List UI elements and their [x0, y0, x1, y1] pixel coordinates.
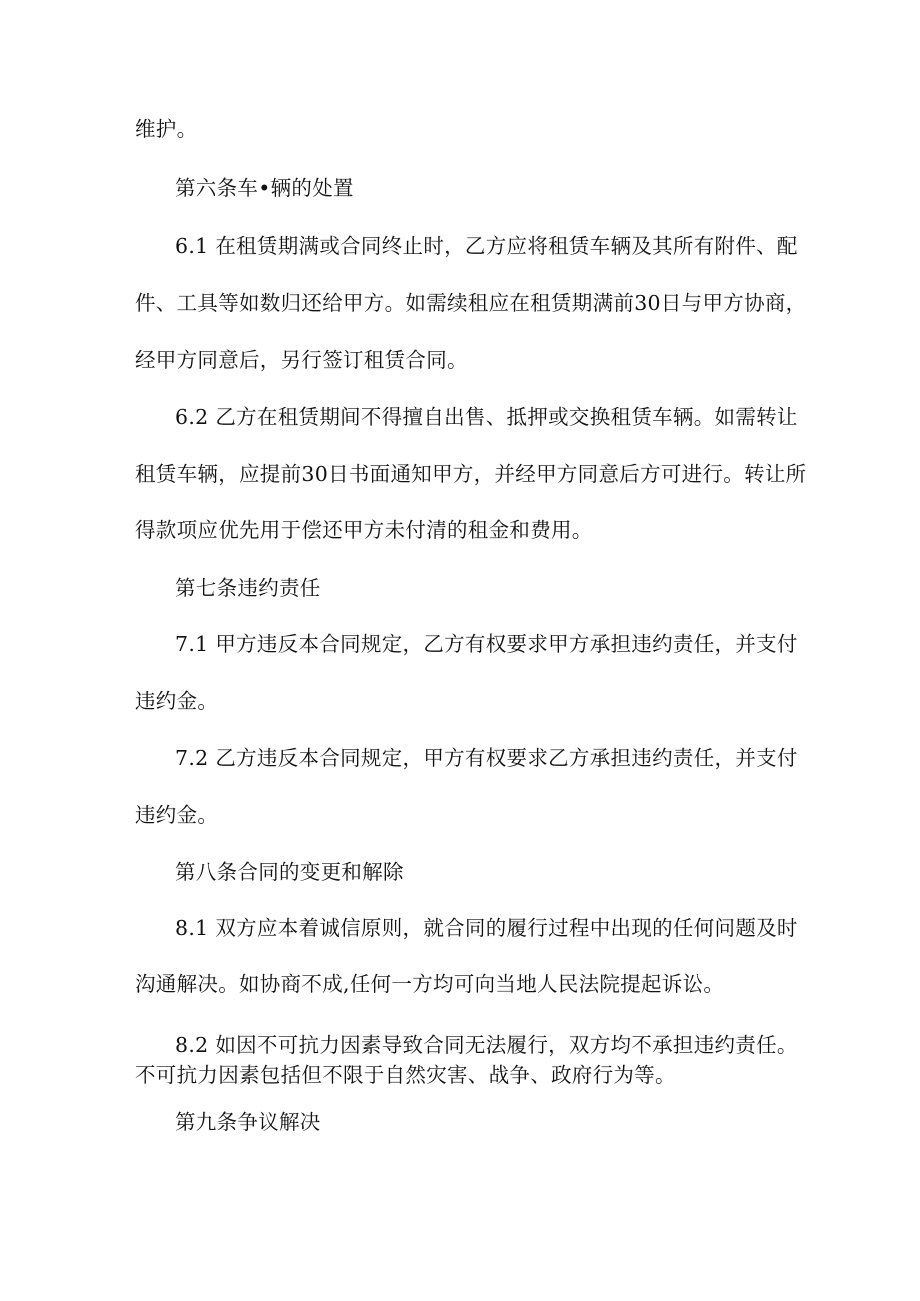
- paragraph-line: 6.2 乙方在租赁期间不得擅自出售、抵押或交换租赁车辆。如需转让: [175, 405, 798, 429]
- paragraph-line: 7.1 甲方违反本合同规定，乙方有权要求甲方承担违约责任，并支付: [175, 632, 798, 656]
- paragraph-line: 8.1 双方应本着诚信原则，就合同的履行过程中出现的任何问题及时: [175, 916, 798, 940]
- paragraph-line: 沟通解决。如协商不成,任何一方均可向当地人民法院提起诉讼。: [135, 972, 725, 996]
- paragraph-line: 不可抗力因素包括但不限于自然灾害、战争、政府行为等。: [135, 1063, 676, 1087]
- section-heading: 第七条违约责任: [175, 576, 321, 600]
- paragraph-line: 经甲方同意后，另行签订租赁合同。: [135, 348, 468, 372]
- section-heading: 第九条争议解决: [175, 1110, 321, 1134]
- paragraph-line: 维护。: [135, 117, 198, 141]
- paragraph-line: 6.1 在租赁期满或合同终止时，乙方应将租赁车辆及其所有附件、配: [175, 234, 798, 258]
- paragraph-line: 违约金。: [135, 803, 219, 827]
- paragraph-line: 得款项应优先用于偿还甲方未付清的租金和费用。: [135, 518, 593, 542]
- section-heading: 第六条车•辆的处置: [175, 176, 354, 200]
- paragraph-line: 租赁车辆，应提前30日书面通知甲方，并经甲方同意后方可进行。转让所: [135, 462, 807, 486]
- paragraph-line: 8.2 如因不可抗力因素导致合同无法履行，双方均不承担违约责任。: [175, 1033, 798, 1057]
- paragraph-line: 7.2 乙方违反本合同规定，甲方有权要求乙方承担违约责任，并支付: [175, 746, 798, 770]
- paragraph-line: 违约金。: [135, 689, 219, 713]
- paragraph-line: 件、工具等如数归还给甲方。如需续租应在租赁期满前30日与甲方协商，: [135, 291, 807, 315]
- section-heading: 第八条合同的变更和解除: [175, 860, 404, 884]
